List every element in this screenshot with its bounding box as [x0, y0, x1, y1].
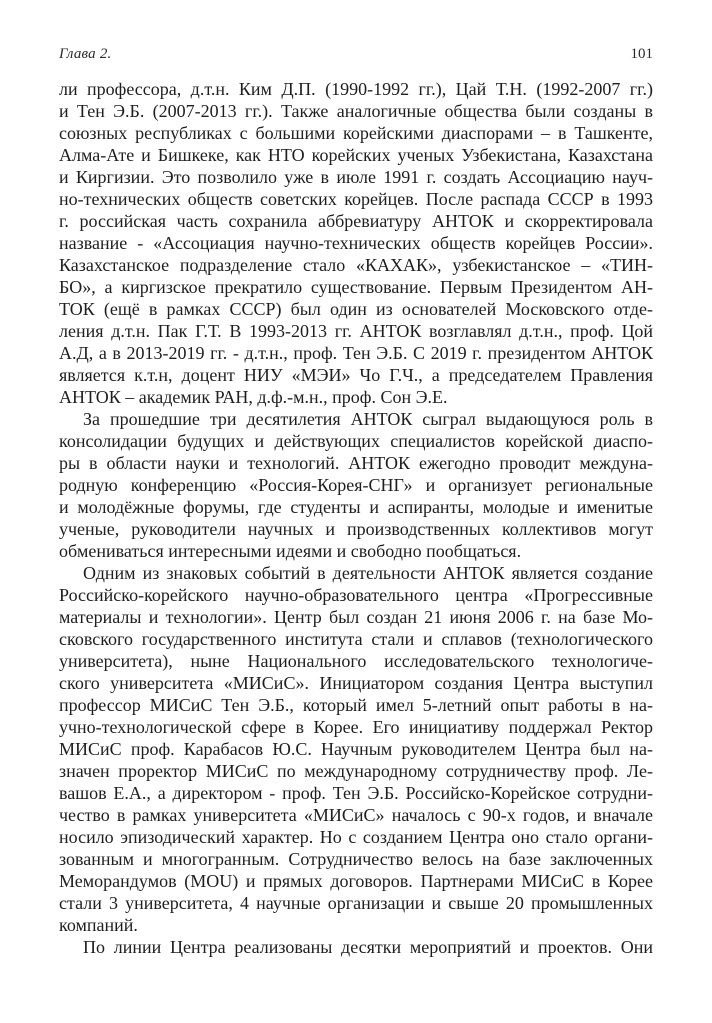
text-line: сковского государственного института стали и сплавов (технологического [59, 629, 653, 649]
text-line: вашов Е.А., а директором - проф. Тен Э.Б. Российско-Корейское сотрудни- [59, 783, 653, 803]
text-line: носило эпизодический характер. Но с созданием Центра оно стало органи- [59, 827, 653, 847]
text-line: название - «Ассоциация научно-технических обществ корейцев России». [59, 233, 653, 253]
text-line: ского университета «МИСиС». Инициатором создания Центра выступил [59, 673, 653, 693]
text-line: ли профессора, д.т.н. Ким Д.П. (1990-1992 гг.), Цай Т.Н. (1992-2007 гг.) [59, 79, 653, 99]
text-line: Меморандумов (MOU) и прямых договоров. Партнерами МИСиС в Корее [59, 871, 653, 891]
text-line: ученые, руководители научных и производственных коллективов могут [59, 519, 653, 539]
text-line: зованным и многогранным. Сотрудничество велось на базе заключенных [59, 849, 653, 869]
text-line: чество в рамках университета «МИСиС» началось с 90-х годов, и вначале [59, 805, 653, 825]
text-line: но-технических обществ советских корейцев. После распада СССР в 1993 [59, 189, 653, 209]
text-line: компаний. [59, 915, 138, 935]
text-line: материалы и технологии». Центр был создан 21 июня 2006 г. на базе Мо- [59, 607, 653, 627]
text-line: профессор МИСиС Тен Э.Б., который имел 5-летний опыт работы в на- [59, 695, 653, 715]
text-line: ры в области науки и технологий. АНТОК ежегодно проводит междуна- [59, 453, 653, 473]
text-line: и Киргизии. Это позволило уже в июле 1991 г. создать Ассоциацию науч- [59, 167, 653, 187]
text-line: За прошедшие три десятилетия АНТОК сыграл выдающуюся роль в [83, 409, 653, 429]
text-line: университета), ныне Национального исследовательского технологиче- [59, 651, 653, 671]
text-line: ТОК (ещё в рамках СССР) был один из основателей Московского отде- [59, 299, 653, 319]
text-line: Одним из знаковых событий в деятельности АНТОК является создание [83, 563, 653, 583]
text-line: АНТОК – академик РАН, д.ф.-м.н., проф. Сон Э.Е. [59, 387, 448, 407]
paragraph [59, 78, 653, 408]
text-line: По линии Центра реализованы десятки мероприятий и проектов. Они [83, 937, 653, 957]
text-line: и Тен Э.Б. (2007-2013 гг.). Также аналогичные общества были созданы в [59, 101, 653, 121]
running-header [59, 46, 653, 63]
page-body [59, 78, 653, 958]
text-line: обмениваться интересными идеями и свободно пообщаться. [59, 541, 522, 561]
text-line: и молодёжные форумы, где студенты и аспиранты, молодые и именитые [59, 497, 653, 517]
text-line: является к.т.н, доцент НИУ «МЭИ» Чо Г.Ч., а председателем Правления [59, 365, 653, 385]
text-line: г. российская часть сохранила аббревиатуру АНТОК и скорректировала [59, 211, 653, 231]
page-number: 101 [630, 46, 653, 62]
paragraph [59, 936, 653, 958]
text-line: БО», а киргизское прекратило существование. Первым Президентом АН- [59, 277, 653, 297]
text-line: союзных республиках с большими корейскими диаспорами – в Ташкенте, [59, 123, 653, 143]
paragraph [59, 408, 653, 562]
text-line: учно-технологической сфере в Корее. Его инициативу поддержал Ректор [59, 717, 653, 737]
text-line: стали 3 университета, 4 научные организации и свыше 20 промышленных [59, 893, 653, 913]
text-line: значен проректор МИСиС по международному сотрудничеству проф. Ле- [59, 761, 653, 781]
text-line: А.Д, а в 2013-2019 гг. - д.т.н., проф. Тен Э.Б. С 2019 г. президентом АНТОК [59, 343, 653, 363]
paragraph [59, 562, 653, 936]
text-line: МИСиС проф. Карабасов Ю.С. Научным руководителем Центра был на- [59, 739, 653, 759]
text-line: Алма-Ате и Бишкеке, как НТО корейских ученых Узбекистана, Казахстана [59, 145, 653, 165]
text-line: консолидации будущих и действующих специалистов корейской диаспо- [59, 431, 653, 451]
text-line: ления д.т.н. Пак Г.Т. В 1993-2013 гг. АНТОК возглавлял д.т.н., проф. Цой [59, 321, 653, 341]
text-line: Казахстанское подразделение стало «КАХАК», узбекистанское – «ТИН- [59, 255, 653, 275]
text-line: Российско-корейского научно-образовательного центра «Прогрессивные [59, 585, 653, 605]
text-line: родную конференцию «Россия-Корея-СНГ» и организует региональные [59, 475, 653, 495]
chapter-label: Глава 2. [59, 46, 112, 62]
